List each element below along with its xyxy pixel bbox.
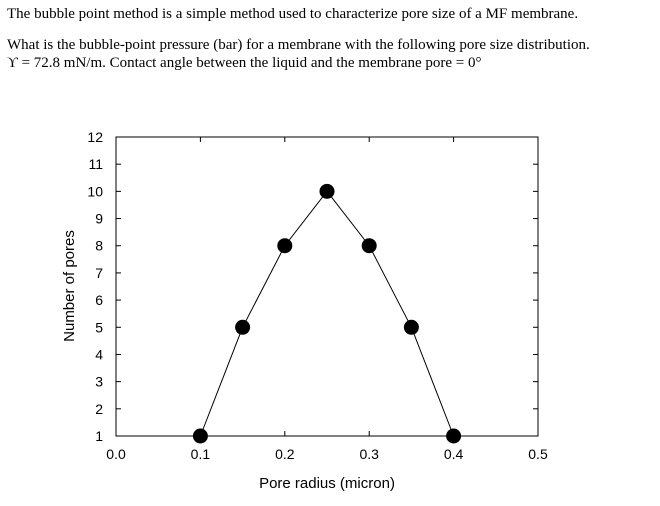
y-tick-label: 10 [87, 183, 103, 200]
y-tick-label: 9 [95, 210, 103, 227]
data-point [446, 429, 461, 444]
x-tick-labels [106, 446, 548, 462]
y-tick-label: 1 [95, 428, 103, 444]
series-line-group [200, 191, 453, 436]
data-point [362, 238, 377, 253]
x-tick-label: 0.4 [443, 446, 464, 462]
y-tick-label: 4 [95, 346, 103, 363]
y-tick-label: 7 [95, 264, 103, 281]
y-tick-label: 6 [95, 292, 103, 309]
series-points-group [193, 184, 461, 444]
x-axis-title: Pore radius (micron) [259, 475, 395, 492]
x-tick-label: 0.3 [359, 446, 379, 462]
data-point [404, 320, 419, 335]
x-tick-label: 0.0 [106, 446, 126, 462]
x-tick-label: 0.5 [528, 446, 548, 462]
plot-frame [116, 137, 538, 436]
x-tick-label: 0.1 [190, 446, 211, 462]
data-point [320, 184, 335, 199]
y-tick-label: 5 [95, 319, 103, 336]
question-line-3: ϒ = 72.8 mN/m. Contact angle between the liquid and the membrane pore = 0° [7, 55, 482, 71]
data-point [235, 320, 250, 335]
series-line [200, 191, 453, 436]
data-point [193, 429, 208, 444]
y-axis-title: Number of pores [61, 230, 78, 342]
y-tick-label: 8 [95, 237, 103, 254]
x-tick-label: 0.2 [275, 446, 295, 462]
question-line-2: What is the bubble-point pressure (bar) for a membrane with the following pore size distribution. [7, 37, 590, 53]
y-tick-label: 12 [87, 129, 103, 145]
axis-ticks [116, 137, 538, 436]
y-tick-label: 2 [95, 400, 103, 417]
data-point [277, 238, 292, 253]
y-tick-label: 11 [88, 156, 103, 173]
y-tick-label: 3 [95, 373, 103, 390]
y-tick-labels [87, 129, 103, 444]
question-line-1: The bubble point method is a simple method used to characterize pore size of a MF membrane. [7, 6, 579, 22]
